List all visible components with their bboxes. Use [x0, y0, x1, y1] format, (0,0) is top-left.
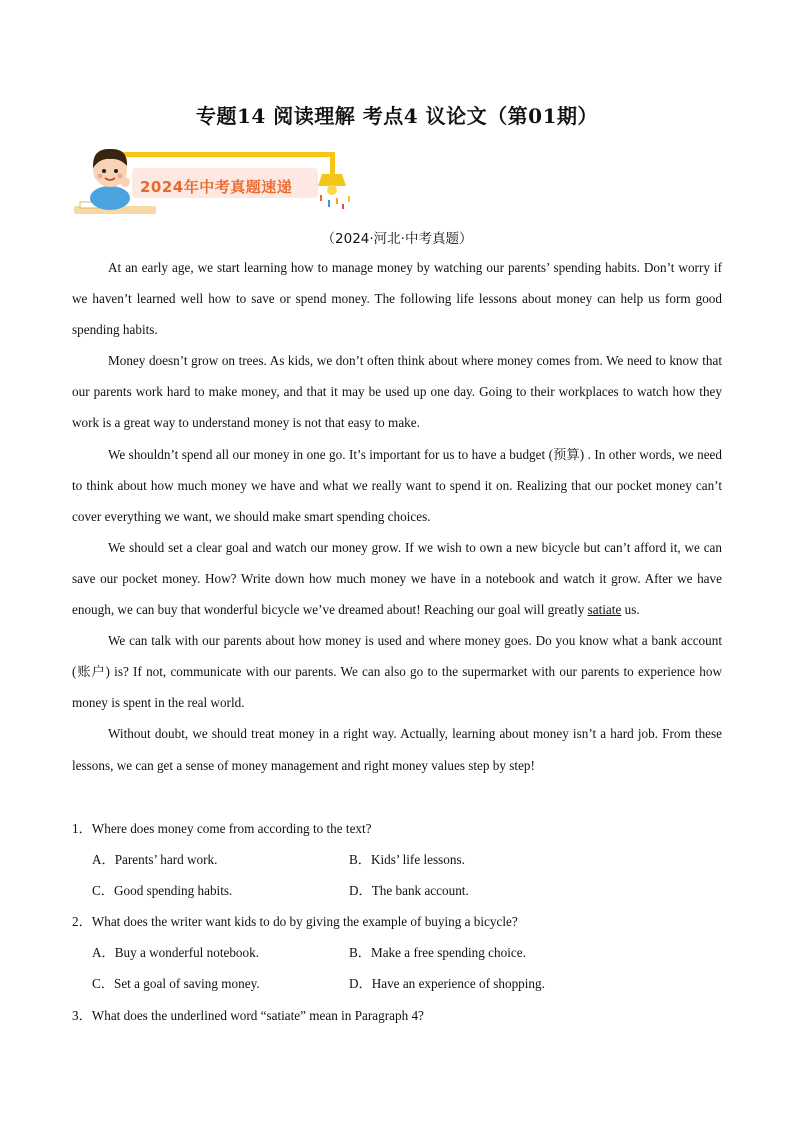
- source-label: （2024·河北·中考真题）: [321, 231, 473, 247]
- option-b: B．Make a free spending choice.: [349, 945, 526, 961]
- paragraph-4: [72, 532, 722, 625]
- question-2: [72, 906, 722, 999]
- underlined-word: satiate: [587, 602, 622, 618]
- question-stem: 2．What does the writer want kids to do by giving the example of buying a bicycle?: [72, 914, 518, 930]
- paragraph-3: We shouldn’t spend all our money in one go. It’s important for us to have a budget (预算) . In other words, we need to think about how much money we have and what we really want to spend it on. Realizing that our pocket money can’t cover everything we want, we should make smart spending choices.: [72, 446, 722, 524]
- paragraph-6: Without doubt, we should treat money in a right way. Actually, learning about money isn’t a hard job. From these lessons, we can get a sense of money management and right money values step by step!: [72, 726, 722, 773]
- option-c: C．Set a goal of saving money.: [92, 976, 260, 992]
- reading-passage: [72, 252, 722, 781]
- paragraph-4-text: We should set a clear goal and watch our money grow. If we wish to own a new bicycle but can’t afford it, we can save our pocket money. How? Write down how much money we have in a notebook and watch it grow. After we have enough, we can buy that wonderful bicycle we’ve dreamed about! Reaching our goal will greatly: [72, 539, 722, 618]
- option-c: C．Good spending habits.: [92, 883, 233, 899]
- option-a: A．Parents’ hard work.: [92, 852, 218, 868]
- paragraph-2: Money doesn’t grow on trees. As kids, we don’t often think about where money comes from. We need to know that our parents work hard to make money, and that it may be used up one day. Going to their workplaces to watch how they work is a great way to understand money is not that easy to make.: [72, 353, 722, 431]
- banner-top-bar: [122, 152, 334, 157]
- banner-text: 2024年中考真题速递: [140, 178, 293, 196]
- questions: [72, 813, 722, 1031]
- lamp-icon: [318, 174, 346, 186]
- option-a: A．Buy a wonderful notebook.: [92, 945, 260, 961]
- page-title: 专题14 阅读理解 考点4 议论文（第01期）: [196, 104, 598, 128]
- option-d: D．Have an experience of shopping.: [349, 976, 545, 992]
- paragraph-4-end: us.: [621, 602, 640, 618]
- question-1: [72, 813, 722, 906]
- paragraph-5: We can talk with our parents about how money is used and where money goes. Do you know what a bank account (账户) is? If not, communicate with our parents. We can also go to the supermarket with our parents to experience how money is spent in the real world.: [72, 633, 722, 711]
- question-stem: 3．What does the underlined word “satiate” mean in Paragraph 4?: [72, 1007, 424, 1023]
- boy-body: [90, 186, 130, 210]
- paragraph-1: At an early age, we start learning how to manage money by watching our parents’ spending habits. Don’t worry if we haven’t learned well how to save or spend money. The following life lessons about money can help us form good spending habits.: [72, 260, 722, 338]
- question-3: [72, 1000, 722, 1031]
- option-d: D．The bank account.: [349, 883, 469, 899]
- question-stem: 1．Where does money come from according to the text?: [72, 821, 372, 836]
- option-b: B．Kids’ life lessons.: [349, 852, 465, 868]
